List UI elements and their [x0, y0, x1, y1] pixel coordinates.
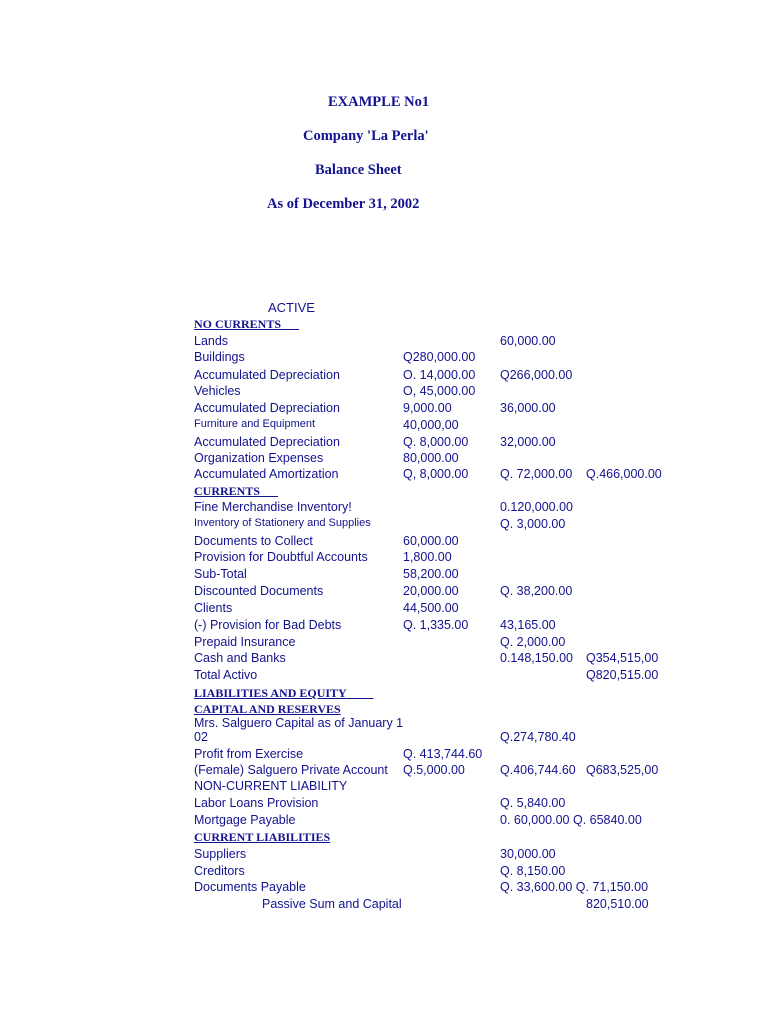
row-amount-1: Q.5,000.00: [403, 763, 465, 777]
section-capital-reserves: CAPITAL AND RESERVES: [194, 702, 341, 716]
row-amount-1: 9,000.00: [403, 401, 452, 415]
row-amount-2: Q. 72,000.00: [500, 467, 573, 481]
table-row: [0, 384, 768, 401]
row-label: Clients: [194, 601, 233, 615]
row-amount-1: 60,000.00: [403, 534, 459, 548]
table-row: [0, 635, 768, 652]
row-label: Mortgage Payable: [194, 813, 296, 827]
statement-title: Balance Sheet: [315, 162, 402, 178]
row-label: Accumulated Depreciation: [194, 368, 340, 382]
row-amount-1: Q. 1,335.00: [403, 618, 469, 632]
row-amount-1: 44,500.00: [403, 601, 459, 615]
row-label: Labor Loans Provision: [194, 796, 319, 810]
row-label: Mrs. Salguero Capital as of January 1: [194, 716, 404, 730]
row-amount-2: 0. 60,000.00 Q. 65840.00: [500, 813, 642, 827]
row-label: Documents Payable: [194, 880, 306, 894]
row-amount-2: 32,000.00: [500, 435, 556, 449]
total-value: 820,510.00: [586, 897, 649, 911]
table-row: [0, 517, 768, 534]
row-label: Suppliers: [194, 847, 247, 861]
row-label: Profit from Exercise: [194, 747, 304, 761]
row-amount-1: Q. 413,744.60: [403, 747, 483, 761]
row-amount-2: 43,165.00: [500, 618, 556, 632]
row-amount-1: 20,000.00: [403, 584, 459, 598]
row-label: Cash and Banks: [194, 651, 286, 665]
row-amount-1: Q. 8,000.00: [403, 435, 469, 449]
row-amount-2: Q.274,780.40: [500, 730, 576, 744]
table-row: [0, 467, 768, 484]
row-label: Discounted Documents: [194, 584, 324, 598]
row-amount-3: Q354,515,00: [586, 651, 659, 665]
table-row: [0, 401, 768, 418]
row-amount-2: Q. 3,000.00: [500, 517, 566, 531]
table-row: [0, 334, 768, 351]
table-row: [0, 763, 768, 780]
row-label: Accumulated Depreciation: [194, 435, 340, 449]
row-amount-2: Q.406,744.60: [500, 763, 576, 777]
row-amount-2: Q. 2,000.00: [500, 635, 566, 649]
row-amount-2: Q. 33,600.00 Q. 71,150.00: [500, 880, 649, 894]
table-row: [0, 651, 768, 668]
row-label: Sub-Total: [194, 567, 247, 581]
row-amount-3: Q683,525,00: [586, 763, 659, 777]
row-amount-1: 58,200.00: [403, 567, 459, 581]
row-label: Prepaid Insurance: [194, 635, 296, 649]
example-title: EXAMPLE No1: [328, 94, 430, 110]
table-row: [0, 813, 768, 830]
table-row: [0, 418, 768, 435]
row-label: Inventory of Stationery and Supplies: [194, 517, 371, 529]
row-amount-2: Q. 8,150.00: [500, 864, 566, 878]
row-amount-2: 0.120,000.00: [500, 500, 573, 514]
row-amount-3: Q820,515.00: [586, 668, 659, 682]
row-label: Fine Merchandise Inventory!: [194, 500, 352, 514]
row-label: Organization Expenses: [194, 451, 324, 465]
row-label: Lands: [194, 334, 229, 348]
row-label: 02: [194, 730, 208, 744]
table-row: [0, 864, 768, 881]
row-amount-2: Q. 5,840.00: [500, 796, 566, 810]
row-amount-3: Q.466,000.00: [586, 467, 662, 481]
row-amount-2: Q266,000.00: [500, 368, 573, 382]
section-currents: CURRENTS: [194, 484, 261, 498]
table-row: [0, 500, 768, 517]
company-name: Company 'La Perla': [303, 128, 429, 144]
row-amount-1: Q, 8,000.00: [403, 467, 469, 481]
row-label: Vehicles: [194, 384, 241, 398]
section-non-current-liability: NON-CURRENT LIABILITY: [194, 779, 348, 793]
section-no-currents: NO CURRENTS: [194, 317, 282, 331]
row-amount-1: 80,000.00: [403, 451, 459, 465]
row-label: Accumulated Amortization: [194, 467, 339, 481]
row-amount-1: 1,800.00: [403, 550, 452, 564]
section-current-liabilities: CURRENT LIABILITIES: [194, 830, 331, 844]
row-label: Buildings: [194, 350, 245, 364]
row-label: (Female) Salguero Private Account: [194, 763, 388, 777]
table-row: [0, 584, 768, 601]
table-row: [0, 668, 768, 685]
total-label: Passive Sum and Capital: [262, 897, 402, 911]
row-label: Accumulated Depreciation: [194, 401, 340, 415]
table-row: [0, 451, 768, 468]
row-amount-1: O. 14,000.00: [403, 368, 476, 382]
table-row: [0, 847, 768, 864]
table-row: [0, 747, 768, 764]
row-amount-1: 40,000,00: [403, 418, 459, 432]
row-label: Documents to Collect: [194, 534, 313, 548]
section-liabilities-equity: LIABILITIES AND EQUITY: [194, 686, 347, 700]
row-amount-1: O, 45,000.00: [403, 384, 476, 398]
table-row: [0, 550, 768, 567]
table-row: [0, 350, 768, 367]
row-amount-2: 0.148,150.00: [500, 651, 573, 665]
statement-date: As of December 31, 2002: [267, 196, 420, 212]
row-label: Creditors: [194, 864, 245, 878]
table-row: [0, 730, 768, 747]
row-amount-2: 30,000.00: [500, 847, 556, 861]
table-row: [0, 796, 768, 813]
row-label: Total Activo: [194, 668, 258, 682]
table-row: [0, 368, 768, 385]
active-heading: ACTIVE: [268, 300, 315, 315]
row-label: (-) Provision for Bad Debts: [194, 618, 342, 632]
row-label: Provision for Doubtful Accounts: [194, 550, 368, 564]
table-row: [0, 880, 768, 897]
row-amount-1: Q280,000.00: [403, 350, 476, 364]
row-label: Furniture and Equipment: [194, 418, 316, 430]
row-amount-2: 36,000.00: [500, 401, 556, 415]
table-row: [0, 435, 768, 452]
table-row: [0, 601, 768, 618]
table-row: [0, 618, 768, 635]
table-row: [0, 567, 768, 584]
row-amount-2: 60,000.00: [500, 334, 556, 348]
table-row: [0, 534, 768, 551]
row-amount-2: Q. 38,200.00: [500, 584, 573, 598]
